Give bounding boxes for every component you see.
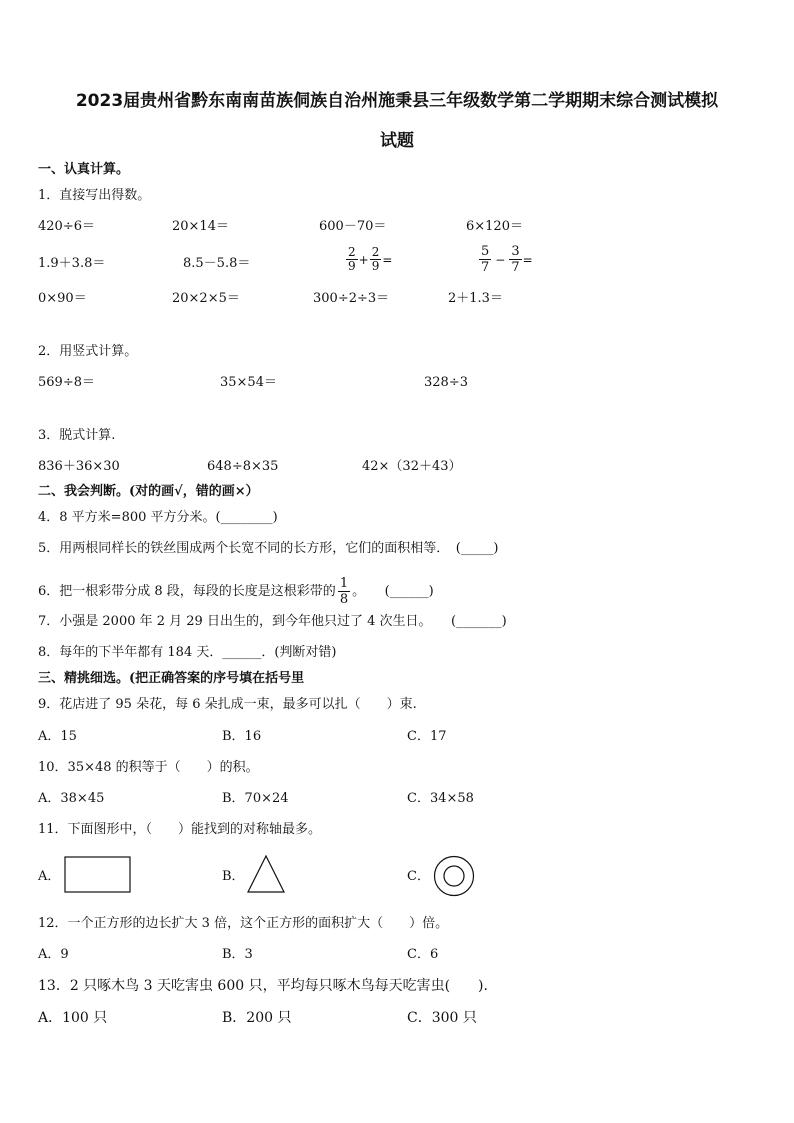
section2-heading: 二、我会判断。(对的画√，错的画×） <box>38 484 259 499</box>
q1-item: 0×90＝ <box>38 291 87 306</box>
q1-item: 6×120＝ <box>466 219 523 234</box>
q10-stem: 10．35×48 的积等于（ ）的积。 <box>38 760 259 775</box>
q11-stem: 11．下面图形中，（ ）能找到的对称轴最多。 <box>38 822 322 837</box>
q12-stem: 12．一个正方形的边长扩大 3 倍，这个正方形的面积扩大（ ）倍。 <box>38 916 449 931</box>
q11-option-a: A． <box>38 869 61 884</box>
q12-option-c: C．6 <box>407 947 439 962</box>
q1-item: 20×14＝ <box>172 219 229 234</box>
q1-item: 20×2×5＝ <box>172 291 240 306</box>
q9-option-a: A．15 <box>38 729 77 744</box>
q1-item: 1.9＋3.8＝ <box>38 256 106 271</box>
q3-item: 648÷8×35 <box>207 459 279 474</box>
q8: 8．每年的下半年都有 184 天．______．(判断对错) <box>38 645 337 660</box>
q1-fraction-diff: $\frac{5}{7}$ − $\frac{3}{7}$ = <box>481 244 533 275</box>
q3-item: 42×（32＋43） <box>362 459 462 474</box>
q1-item: 600－70＝ <box>319 219 387 234</box>
q6: 6．把一根彩带分成 8 段，每段的长度是这根彩带的 $\frac{1}{8}$ 。 (______) <box>38 576 434 607</box>
q1-label: 1．直接写出得数。 <box>38 188 151 203</box>
q4: 4．8 平方米=800 平方分米。(________) <box>38 510 278 525</box>
q5: 5．用两根同样长的铁丝围成两个长宽不同的长方形，它们的面积相等． (_____) <box>38 541 499 556</box>
q13-option-b: B．200 只 <box>222 1010 292 1026</box>
fraction: $\frac{2}{9}$ <box>348 245 356 273</box>
q2-item: 35×54＝ <box>220 375 277 390</box>
q9-option-b: B．16 <box>222 729 262 744</box>
q11-option-b: B． <box>222 869 245 884</box>
q2-item: 569÷8＝ <box>38 375 95 390</box>
q9-option-c: C．17 <box>407 729 447 744</box>
fraction: $\frac{2}{9}$ <box>371 245 380 273</box>
q12-option-b: B．3 <box>222 947 253 962</box>
q10-option-a: A．38×45 <box>38 791 105 806</box>
q13-option-a: A．100 只 <box>38 1010 108 1026</box>
q13-stem: 13．2 只啄木鸟 3 天吃害虫 600 只，平均每只啄木鸟每天吃害虫( ). <box>38 978 488 994</box>
page-title-cont: 试题 <box>380 131 414 151</box>
q1-item: 300÷2÷3＝ <box>313 291 390 306</box>
page-title: 2023届贵州省黔东南南苗族侗族自治州施秉县三年级数学第二学期期末综合测试模拟 <box>75 91 719 111</box>
section3-heading: 三、精挑细选。(把正确答案的序号填在括号里 <box>38 671 305 686</box>
section1-heading: 一、认真计算。 <box>38 162 130 177</box>
fraction: $\frac{5}{7}$ <box>481 244 490 275</box>
q2-item: 328÷3 <box>424 375 468 390</box>
q7: 7．小强是 2000 年 2 月 29 日出生的，到今年他只过了 4 次生日。 (_______) <box>38 614 507 629</box>
rectangle-figure <box>64 856 132 894</box>
q1-item: 2＋1.3＝ <box>448 291 503 306</box>
concentric-circles-figure <box>433 855 475 897</box>
q10-option-c: C．34×58 <box>407 791 474 806</box>
q3-item: 836＋36×30 <box>38 459 120 474</box>
q1-fraction-sum: $\frac{2}{9}$ + $\frac{2}{9}$ = <box>348 245 393 273</box>
q12-option-a: A．9 <box>38 947 69 962</box>
q2-label: 2．用竖式计算。 <box>38 344 138 359</box>
fraction: $\frac{3}{7}$ <box>511 244 520 275</box>
q10-option-b: B．70×24 <box>222 791 289 806</box>
q3-label: 3．脱式计算. <box>38 428 116 443</box>
fraction: $\frac{1}{8}$ <box>339 576 349 607</box>
q13-option-c: C．300 只 <box>407 1010 477 1026</box>
q11-option-c: C． <box>407 869 430 884</box>
triangle-figure <box>247 855 285 894</box>
q1-item: 8.5－5.8＝ <box>183 256 251 271</box>
q1-item: 420÷6＝ <box>38 219 95 234</box>
q9-stem: 9．花店进了 95 朵花，每 6 朵扎成一束，最多可以扎（ ）束. <box>38 697 417 712</box>
